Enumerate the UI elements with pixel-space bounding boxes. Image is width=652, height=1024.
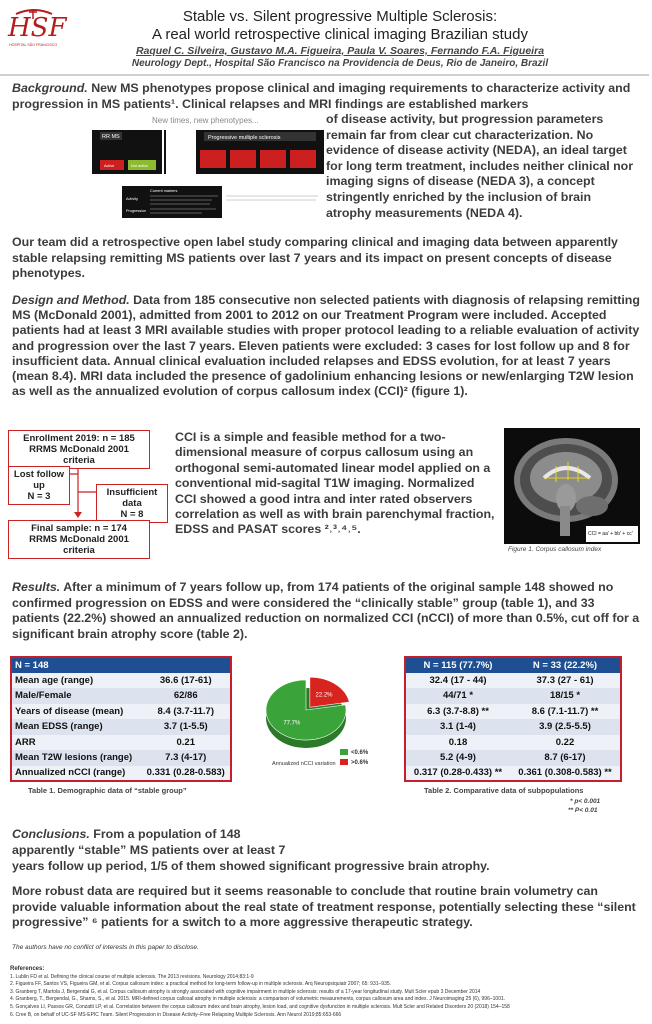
reference-item: 6. Cree B, on behalf of UC-SF MS-EPIC Team. Silent Progression in Disease Activity–Free Relapsing Multiple Sclerosis. Ann Neurol 2019;85:653-666 (10, 1011, 342, 1018)
table1-caption: Table 1. Demographic data of “stable group” (28, 786, 187, 795)
mri-caption: Figure 1. Corpus callosum index (508, 546, 602, 553)
svg-text:HSF: HSF (8, 13, 67, 43)
table2-stable-value: 0.317 (0.28-0.433) ** (405, 766, 510, 782)
legend-item-low (340, 748, 368, 758)
header-divider (0, 74, 649, 76)
table1-row-value: 0.21 (141, 735, 231, 751)
table2-atrophy-value: 18/15 * (510, 688, 621, 704)
conclusions-label: Conclusions. (12, 827, 90, 841)
significance-note-1: * p< 0.001 (570, 798, 601, 805)
insufficient-data-count: N = 8 (120, 509, 144, 520)
table2-header-stable: N = 115 (77.7%) (405, 657, 510, 673)
table2-atrophy-value: 3.9 (2.5-5.5) (510, 719, 621, 735)
table2-caption: Table 2. Comparative data of subpopulations (424, 786, 584, 795)
pie-label-low: 77.7% (283, 720, 301, 727)
legend-item-high (340, 758, 368, 768)
department: Neurology Dept., Hospital São Francisco na Providencia de Deus, Rio de Janeiro, Brazil (131, 58, 549, 69)
table1-row-label: Male/Female (11, 688, 141, 704)
table1-row-value: 8.4 (3.7-11.7) (141, 704, 231, 720)
table2-atrophy-value: 0.22 (510, 735, 621, 751)
table1-row-label: Annualized nCCI (range) (11, 766, 141, 782)
pie-legend (340, 748, 368, 768)
table1-row (11, 750, 231, 766)
table1-row (11, 704, 231, 720)
table2-row (405, 735, 621, 751)
phenotypes-figure (92, 114, 324, 220)
conclusions-text-a: From a population of 148 (93, 827, 241, 841)
background-text-side: of disease activity, but progression parameters remain far from clear cut characterization. No evidence of disease activity (NEDA), an ideal target for long term treatment, includes neither clinical nor imaging signs of disease (NEDA 3), a concept stringently enriched by the inclusion of brain atrophy measurements (NEDA 4). (326, 112, 634, 220)
table2-atrophy-value: 0.361 (0.308-0.583) ** (510, 766, 621, 782)
table2-stable-value: 32.4 (17 - 44) (405, 673, 510, 689)
legend-label-low: <0.6% (351, 750, 369, 756)
conclusions-paragraph (12, 826, 652, 874)
title-line-2: A real world retrospective clinical imaging Brazilian study (152, 26, 528, 43)
hospital-logo (6, 6, 67, 50)
references-list (10, 974, 640, 1020)
table2-row (405, 750, 621, 766)
methods-label: Design and Method. (12, 293, 130, 307)
results-text: After a minimum of 7 years follow up, from 174 patients of the original sample 148 showed no confirmed progression on EDSS and were considered the “clinically stable” group (table 1), and 33 patients (22.2%) showed an annualized reduction on normalized CCI (nCCI) of more than 0.5%, cut off for a significant brain atrophy score (table 2). (12, 580, 640, 641)
comparative-table (404, 656, 622, 782)
methods-text: Data from 185 consecutive non selected patients with diagnosis of relapsing remitting MS (McDonald 2001), admitted from 2001 to 2012 on our Treatment Program were included. Accepted patients had at least 3 MRI available studies with proper protocol leading to a reliable evaluation of activity and progression over the last 7 years. Eleven patients were excluded: 3 cases for lost follow up and 8 for insufficient data. Annual clinical evaluation included relapses and EDSS evolution, for at least 7 years (mean 8.4). MRI data included the presence of gadolinium enhancing lesions or new/enlarging T2W lesion as well as the annualized evolution of corpus callosum index (CCI)² (figure 1). (12, 293, 640, 399)
table2-atrophy-value: 8.6 (7.1-11.7) ** (510, 704, 621, 720)
svg-text:RR MS: RR MS (102, 134, 120, 140)
conclusions-text-c: years follow up period, 1/5 of them showed significant progressive brain atrophy. (12, 859, 490, 873)
table2-header-atrophy: N = 33 (22.2%) (510, 657, 621, 673)
svg-text:Not active: Not active (131, 164, 148, 168)
lost-followup-count: N = 3 (27, 491, 51, 502)
pie-caption: Annualized nCCI variation (272, 761, 336, 767)
table1-row-value: 3.7 (1-5.5) (141, 719, 231, 735)
table2-stable-value: 3.1 (1-4) (405, 719, 510, 735)
table1-row-label: Mean T2W lesions (range) (11, 750, 141, 766)
table1-row (11, 766, 231, 782)
logo-mark-icon (6, 6, 67, 50)
pie-label-high: 22.2% (315, 692, 333, 699)
team-paragraph: Our team did a retrospective open label study comparing clinical and imaging data between apparently stable relapsing remitting MS patients over last 7 years and its impact on present concepts of disease phenotypes. (12, 235, 618, 280)
reference-item: 4. Granberg, T., Bergendal, G., Shams, S., et al. 2015. MRI-defined corpus callosal atrophy in multiple sclerosis: a comparison of volumetric measurements, corpus callosum area and index. J Neuroimaging 25 (6), 996–1001. (10, 996, 506, 1003)
table1-header-row (11, 657, 231, 673)
results-paragraph (12, 580, 640, 642)
background-label: Background. (12, 81, 88, 95)
phenotypes-diagram (92, 114, 324, 220)
svg-text:HOSPITAL SÃO FRANCISCO: HOSPITAL SÃO FRANCISCO (9, 43, 58, 47)
table2-row (405, 688, 621, 704)
final-sample-criteria: RRMS McDonald 2001 criteria (29, 534, 129, 556)
background-text-top: New MS phenotypes propose clinical and imaging requirements to characterize activity and progression in MS patients¹. Clinical relapses and MRI findings are established markers (12, 81, 631, 111)
svg-text:Activity: Activity (126, 197, 139, 201)
table1-row-label: Years of disease (mean) (11, 704, 141, 720)
conflict-of-interest: The authors have no conflict of interests in this paper to disclose. (12, 944, 199, 951)
svg-text:CIS: CIS (174, 134, 184, 140)
svg-text:Progressive multiple sclerosis: Progressive multiple sclerosis (208, 135, 281, 141)
references-heading: References: (10, 966, 45, 972)
table1-row (11, 735, 231, 751)
table1-row (11, 673, 231, 689)
references (10, 966, 640, 1019)
enrollment-criteria: RRMS McDonald 2001 criteria (29, 444, 129, 466)
legend-label-high: >0.6% (351, 760, 369, 766)
enrollment-count: Enrollment 2019: n = 185 (23, 433, 135, 444)
final-sample-count: Final sample: n = 174 (31, 523, 127, 534)
table2-atrophy-value: 37.3 (27 - 61) (510, 673, 621, 689)
legend-swatch-red-icon (340, 759, 348, 765)
reference-item: 3. Granberg T, Martola J, Bergendal G, et al. Corpus callosum atrophy is strongly associated with cognitive impairment in multiple sclerosis: results of a 17-year longitudinal study. Mult Scler epub 3 December 2014 (10, 988, 481, 995)
svg-text:CCI = aa' + bb' + cc': CCI = aa' + bb' + cc' (588, 531, 633, 537)
reference-item: 5. Gonçalves LI, Passos GR, Conzatti LP, et al. Correlation between the corpus callosum index and brain atrophy, lesion load, and cognitive dysfunction in multiple sclerosis. Mult Scler and Related Disorders 20 (2018) 154–158 (10, 1003, 510, 1010)
background-paragraph (12, 80, 640, 112)
table1-row-label: ARR (11, 735, 141, 751)
mri-image (504, 428, 640, 544)
reference-item: 1. Lublin FD et al. Defining the clinical course of multiple sclerosis. The 2013 revisions. Neurology 2014;83:1-9 (10, 973, 254, 980)
methods-paragraph (12, 293, 640, 399)
table1-row-value: 62/86 (141, 688, 231, 704)
table1-row-label: Mean EDSS (range) (11, 719, 141, 735)
lost-followup-box (8, 466, 70, 505)
flow-chart (8, 428, 168, 556)
table1-header: N = 148 (11, 657, 141, 673)
insufficient-data-label: Insufficient data (106, 487, 158, 509)
conclusions-line-1 (12, 826, 652, 842)
table2-stable-value: 0.18 (405, 735, 510, 751)
table2-stable-value: 5.2 (4-9) (405, 750, 510, 766)
lost-followup-label: Lost follow up (13, 469, 65, 491)
conclusions-paragraph-2: More robust data are required but it seems reasonable to conclude that routine brain volumetry can provide valuable information about the real state of treatment response, potentially selecting these “silent progressive” ⁶ patients for a switch to a more aggressive therapeutic strategy. (12, 884, 636, 930)
brain-mri-icon (504, 428, 640, 544)
results-label: Results. (12, 580, 61, 594)
svg-text:Current markers: Current markers (150, 189, 178, 193)
table2-stable-value: 44/71 * (405, 688, 510, 704)
table1-row-value: 0.331 (0.28-0.583) (141, 766, 231, 782)
table1-row-label: Mean age (range) (11, 673, 141, 689)
significance-note-2: ** P< 0.01 (568, 807, 598, 814)
table2-atrophy-value: 8.7 (6-17) (510, 750, 621, 766)
table1-row-value: 36.6 (17-61) (141, 673, 231, 689)
legend-swatch-green-icon (340, 749, 348, 755)
insufficient-data-box (96, 484, 168, 523)
table2-header-row (405, 657, 621, 673)
svg-text:New times, new phenotypes...: New times, new phenotypes... (152, 116, 259, 125)
cci-paragraph: CCI is a simple and feasible method for a two-dimensional measure of corpus callosum using an orthogonal semi-automated linear model applied on a conventional mid-sagital T1W imaging. Normalized CCI showed a good intra and inter rated observers correlation as well as with brain parenchymal fraction, EDSS and PASAT scores ²˒³˒⁴˒⁵. (175, 430, 495, 537)
poster-header (70, 8, 610, 70)
table1-header-blank (141, 657, 231, 673)
table1-row (11, 719, 231, 735)
authors: Raquel C. Silveira, Gustavo M.A. Figueira, Paula V. Soares, Fernando F.A. Figueira (135, 45, 545, 57)
final-sample-box (8, 520, 150, 559)
title-line-1: Stable vs. Silent progressive Multiple Sclerosis: (182, 8, 498, 25)
table2-stable-value: 6.3 (3.7-8.8) ** (405, 704, 510, 720)
reference-item: 2. Figueira FF, Santos VS, Figueira GM, et al. Corpus callosum index: a practical method for long-term follow-up in multiple sclerosis. Arq Neuropsiquiatr 2007; 65: 931–935. (10, 981, 392, 988)
table2-row (405, 719, 621, 735)
table1-row-value: 7.3 (4-17) (141, 750, 231, 766)
svg-text:Active: Active (104, 164, 115, 168)
conclusions-text-b: apparently “stable” MS patients over at least 7 (12, 843, 286, 857)
demographic-table (10, 656, 232, 782)
table2-row (405, 766, 621, 782)
table1-row (11, 688, 231, 704)
enrollment-box (8, 430, 150, 469)
table2-row (405, 673, 621, 689)
table2-row (405, 704, 621, 720)
svg-text:Progression: Progression (126, 209, 147, 213)
